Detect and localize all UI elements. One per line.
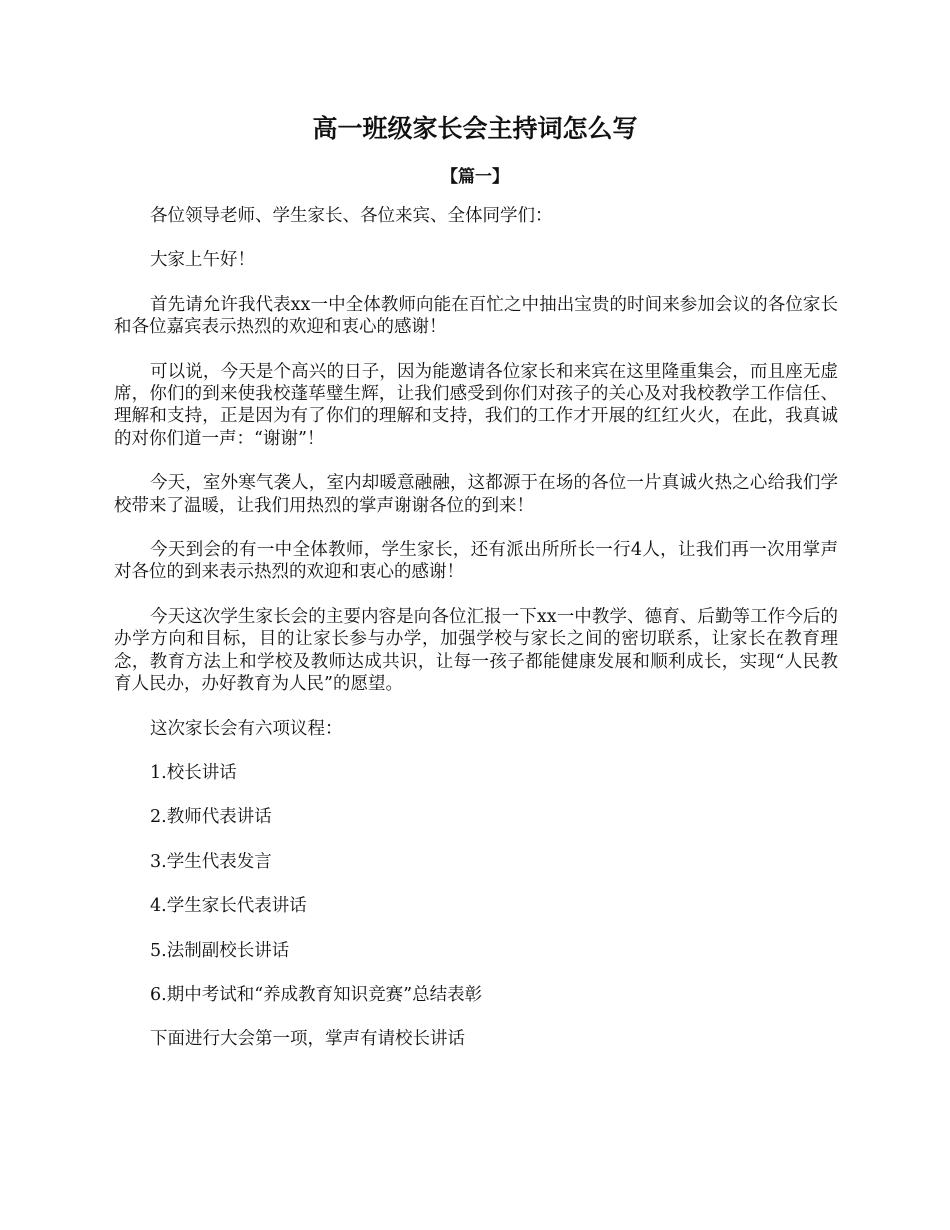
agenda-item: 6.期中考试和“养成教育知识竞赛”总结表彰 <box>150 984 483 1005</box>
salutation-paragraph: 大家上午好！ <box>150 250 255 271</box>
agenda-item: 4.学生家长代表讲话 <box>150 896 307 917</box>
section-label: 【篇一】 <box>441 167 509 187</box>
purpose-paragraph: 今天这次学生家长会的主要内容是向各位汇报一下xx一中教学、德育、后勤等工作今后的办学方向和目标，目的让家长参与办学，加强学校与家长之间的密切联系，让家长在教育理念，教育方法上和学校及教师达成共识，让每一孩子都能健康发展和顺利成长，实现“人民教育人民办，办好教育为人民”的愿望。 <box>114 606 838 695</box>
agenda-item: 2.教师代表讲话 <box>150 807 272 828</box>
greeting-paragraph: 各位领导老师、学生家长、各位来宾、全体同学们： <box>150 206 553 226</box>
agenda-item: 3.学生代表发言 <box>150 851 272 872</box>
document-title: 高一班级家长会主持词怎么写 <box>312 114 638 143</box>
closing-paragraph: 下面进行大会第一项，掌声有请校长讲话 <box>150 1029 465 1050</box>
attendees-paragraph: 今天到会的有一中全体教师，学生家长，还有派出所所长一行4人，让我们再一次用掌声对各位的到来表示热烈的欢迎和衷心的感谢！ <box>114 540 838 583</box>
welcome-paragraph: 首先请允许我代表xx一中全体教师向能在百忙之中抽出宝贵的时间来参加会议的各位家长和各位嘉宾表示热烈的欢迎和衷心的感谢！ <box>114 294 838 338</box>
warmth-paragraph: 今天，室外寒气袭人，室内却暖意融融，这都源于在场的各位一片真诚火热之心给我们学校带来了温暖，让我们用热烈的掌声谢谢各位的到来！ <box>114 473 838 516</box>
thanks-paragraph: 可以说，今天是个高兴的日子，因为能邀请各位家长和来宾在这里隆重集会，而且座无虚席，你们的到来使我校蓬荜璧生辉，让我们感受到你们对孩子的关心及对我校教学工作信任、理解和支持，正是因为有了你们的理解和支持，我们的工作才开展的红红火火，在此，我真诚的对你们道一声：“谢谢”！ <box>114 361 838 449</box>
agenda-intro-paragraph: 这次家长会有六项议程： <box>150 718 343 739</box>
agenda-item: 5.法制副校长讲话 <box>150 940 290 961</box>
agenda-item: 1.校长讲话 <box>150 762 237 783</box>
document-body <box>114 205 838 1073</box>
